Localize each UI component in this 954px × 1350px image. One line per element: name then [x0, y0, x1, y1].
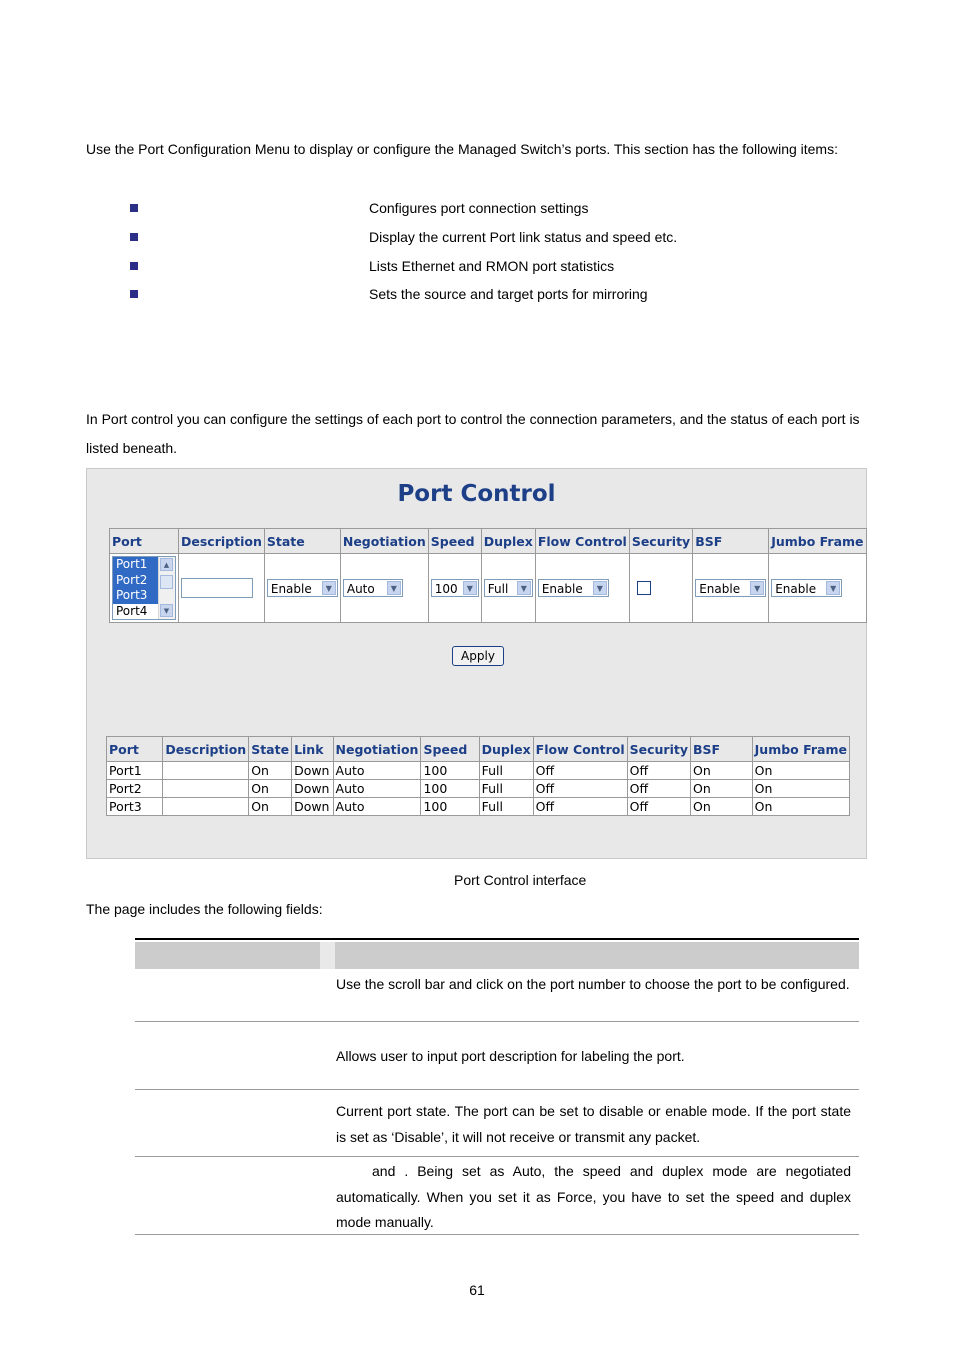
chevron-down-icon: ▼: [463, 581, 477, 595]
bsf-value: Enable: [699, 582, 741, 596]
cell: Off: [627, 798, 690, 816]
chevron-down-icon: ▼: [322, 581, 336, 595]
port-control-screenshot: [86, 468, 867, 859]
security-cell: [629, 554, 692, 623]
column-header: Negotiation: [333, 737, 421, 762]
bsf-select[interactable]: [695, 579, 766, 597]
column-header: Flow Control: [533, 737, 627, 762]
column-header: Description: [163, 737, 249, 762]
jumbo-frame-value: Enable: [775, 582, 817, 596]
cell: Off: [533, 798, 627, 816]
cell: On: [691, 798, 753, 816]
cell: On: [752, 780, 849, 798]
chevron-down-icon: ▼: [387, 581, 401, 595]
table-row: [107, 762, 850, 780]
speed-value: 100: [434, 582, 458, 596]
column-header: Duplex: [481, 529, 535, 554]
item-description: Sets the source and target ports for mirroring: [369, 286, 648, 302]
cell: Auto: [333, 780, 421, 798]
cell: On: [249, 780, 292, 798]
cell: 100: [421, 762, 479, 780]
cell: Port1: [107, 762, 163, 780]
port-listbox[interactable]: [112, 556, 176, 620]
negotiation-select[interactable]: [343, 579, 403, 597]
intro-paragraph: Use the Port Configuration Menu to display or configure the Managed Switch’s ports. This section has the following items:: [86, 141, 838, 157]
description-cell: [179, 554, 265, 623]
table-row: [107, 780, 850, 798]
state-value: Enable: [270, 582, 312, 596]
cell: On: [691, 780, 753, 798]
item-description: Configures port connection settings: [369, 200, 589, 216]
cell: On: [249, 798, 292, 816]
chevron-down-icon: ▼: [750, 581, 764, 595]
column-header: Jumbo Frame: [769, 529, 866, 554]
cell: On: [752, 798, 849, 816]
bullet-icon: [130, 204, 138, 212]
column-header: Security: [629, 529, 692, 554]
item-description: Display the current Port link status and speed etc.: [369, 229, 678, 245]
column-header: BSF: [691, 737, 753, 762]
cell: Off: [533, 762, 627, 780]
cell: Off: [627, 762, 690, 780]
cell: [163, 780, 249, 798]
column-header: Port: [110, 529, 179, 554]
field-description: Use the scroll bar and click on the port number to choose the port to be configured.: [336, 976, 850, 992]
column-header: BSF: [693, 529, 769, 554]
negotiation-cell: [340, 554, 428, 623]
apply-button[interactable]: Apply: [452, 646, 504, 666]
jumbo-frame-cell: [769, 554, 866, 623]
column-header: Duplex: [479, 737, 533, 762]
flow-control-value: Enable: [541, 582, 583, 596]
field-description: Allows user to input port description for labeling the port.: [336, 1048, 685, 1064]
figure-caption: Port Control interface: [454, 872, 587, 888]
cell: Full: [479, 762, 533, 780]
bsf-cell: [693, 554, 769, 623]
duplex-value: Full: [487, 582, 509, 596]
port-config-table: [109, 528, 867, 623]
port-control-intro: In Port control you can configure the settings of each port to control the connection parameters, and the status of each port is listed beneath.: [86, 411, 860, 456]
cell: Off: [627, 780, 690, 798]
port-option[interactable]: Port3: [113, 588, 159, 604]
column-header: State: [249, 737, 292, 762]
scroll-down-icon[interactable]: ▼: [160, 604, 173, 617]
port-cell: [110, 554, 179, 623]
scroll-thumb[interactable]: [160, 575, 173, 589]
cell: 100: [421, 798, 479, 816]
speed-cell: [428, 554, 481, 623]
cell: Down: [292, 780, 333, 798]
column-header: Security: [627, 737, 690, 762]
column-header: Description: [179, 529, 265, 554]
cell: Full: [479, 780, 533, 798]
bullet-icon: [130, 262, 138, 270]
jumbo-frame-select[interactable]: [771, 579, 842, 597]
description-input[interactable]: [181, 578, 253, 598]
port-option[interactable]: Port1: [113, 557, 159, 573]
field-description: and . Being set as Auto, the speed and duplex mode are negotiated automatically. When you set it as Force, you have to set the speed and duplex mode manually.: [336, 1163, 851, 1230]
cell: Port3: [107, 798, 163, 816]
cell: 100: [421, 780, 479, 798]
field-description: Current port state. The port can be set to disable or enable mode. If the port state is set as ‘Disable’, it will not receive or transmit any packet.: [336, 1103, 851, 1145]
negotiation-value: Auto: [346, 582, 375, 596]
bullet-icon: [130, 290, 138, 298]
chevron-down-icon: ▼: [826, 581, 840, 595]
table-row: [135, 1090, 859, 1157]
cell: Port2: [107, 780, 163, 798]
cell: Full: [479, 798, 533, 816]
page-number: 61: [469, 1282, 485, 1298]
column-header: Port: [107, 737, 163, 762]
port-control-title: Port Control: [397, 481, 556, 507]
cell: [163, 762, 249, 780]
duplex-select[interactable]: [484, 579, 533, 597]
table-row: [135, 1022, 859, 1090]
fields-table-header: [135, 942, 859, 969]
port-option[interactable]: Port4: [116, 603, 148, 618]
table-row: [135, 1157, 859, 1235]
flow-control-cell: [535, 554, 629, 623]
cell: On: [752, 762, 849, 780]
cell: [163, 798, 249, 816]
cell: Off: [533, 780, 627, 798]
column-header: Negotiation: [340, 529, 428, 554]
speed-select[interactable]: [431, 579, 479, 597]
cell: Auto: [333, 798, 421, 816]
column-header: Speed: [428, 529, 481, 554]
flow-control-select[interactable]: [538, 579, 609, 597]
duplex-cell: [481, 554, 535, 623]
security-checkbox[interactable]: [637, 581, 651, 595]
column-header: Flow Control: [535, 529, 629, 554]
column-header: Speed: [421, 737, 479, 762]
scroll-up-icon[interactable]: ▲: [160, 558, 173, 571]
cell: Down: [292, 798, 333, 816]
chevron-down-icon: ▼: [517, 581, 531, 595]
bullet-icon: [130, 233, 138, 241]
port-status-table: [106, 736, 850, 816]
table-row: [107, 798, 850, 816]
column-header: Jumbo Frame: [752, 737, 849, 762]
cell: Down: [292, 762, 333, 780]
listbox-scrollbar[interactable]: [158, 557, 175, 619]
column-header: State: [264, 529, 340, 554]
table-row: [135, 970, 859, 1022]
state-cell: [264, 554, 340, 623]
fields-intro: The page includes the following fields:: [86, 901, 323, 917]
cell: On: [691, 762, 753, 780]
column-header: Link: [292, 737, 333, 762]
chevron-down-icon: ▼: [593, 581, 607, 595]
fields-table-rule: [135, 938, 859, 940]
header-divider: [320, 942, 335, 969]
port-option[interactable]: Port2: [113, 573, 159, 589]
cell: Auto: [333, 762, 421, 780]
state-select[interactable]: [267, 579, 338, 597]
cell: On: [249, 762, 292, 780]
item-description: Lists Ethernet and RMON port statistics: [369, 258, 615, 274]
